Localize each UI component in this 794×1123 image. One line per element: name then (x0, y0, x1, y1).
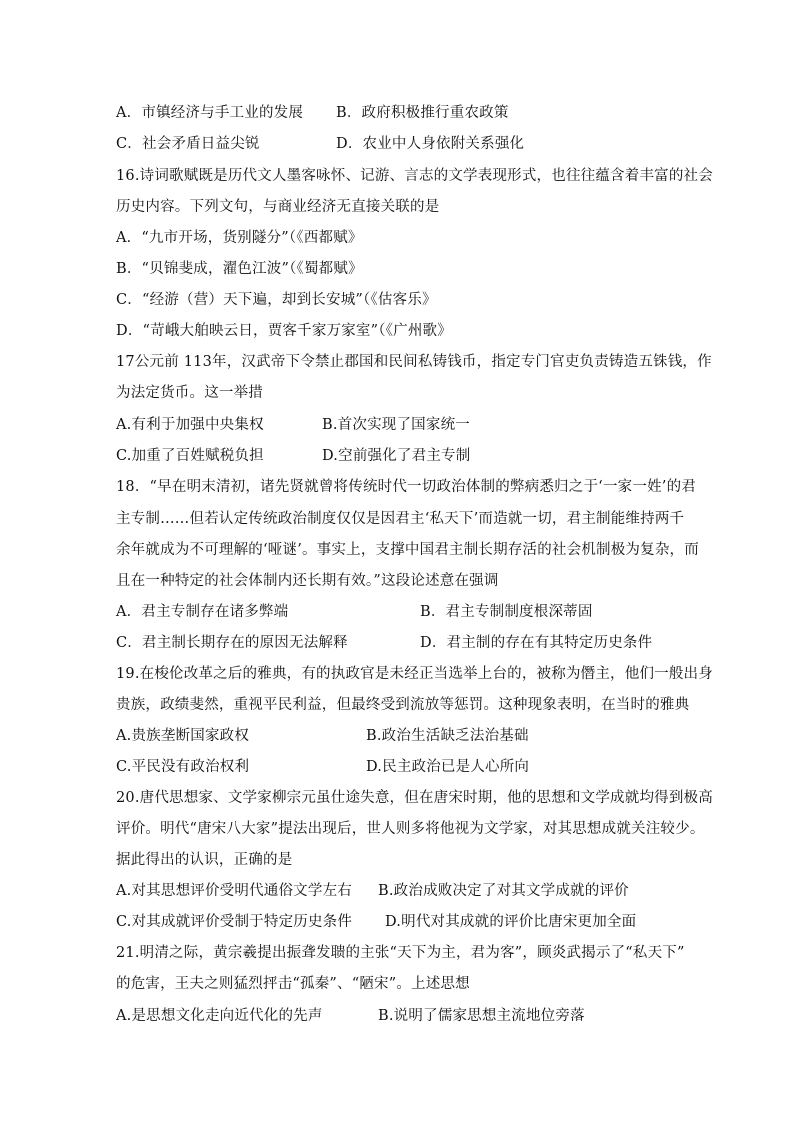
q19-option-d: D.民主政治已是人心所向 (366, 759, 530, 775)
q20-option-b: B.政治成败决定了对其文学成就的评价 (378, 883, 629, 899)
q18-stem-line-1: 18．“早在明末清初，诸先贤就曾将传统时代一切政治体制的弊病悉归之于‘一家一姓’的君 (116, 479, 696, 495)
q18-stem-line-4: 且在一种特定的社会体制内还长期有效。”这段论述意在强调 (116, 573, 499, 589)
q21-option-a: A.是思想文化走向近代化的先声 (116, 1008, 323, 1024)
q17-option-a: A.有利于加强中央集权 (116, 417, 264, 433)
q20-stem-line-3: 据此得出的认识，正确的是 (116, 852, 293, 868)
q18-stem-line-3: 余年就成为不可理解的‘哑谜’。事实上，支撑中国君主制长期存活的社会机制极为复杂，而 (116, 542, 699, 558)
q16-option-c: C．“经游（营）天下遍，却到长安城”（《估客乐》 (116, 292, 437, 308)
q19-option-b: B.政治生活缺乏法治基础 (366, 728, 529, 744)
q20-stem-line-1: 20.唐代思想家、文学家柳宗元虽仕途失意，但在唐宋时期，他的思想和文学成就均得到极高 (116, 790, 713, 806)
q17-option-b: B.首次实现了国家统一 (322, 417, 470, 433)
q19-stem-line-2: 贵族，政绩斐然，重视平民利益，但最终受到流放等惩罚。这种现象表明，在当时的雅典 (116, 697, 690, 713)
q18-stem-line-2: 主专制……但若认定传统政治制度仅仅是因君主‘私天下’而造就一切，君主制能维持两千 (116, 511, 685, 527)
q16-stem-line-1: 16.诗词歌赋既是历代文人墨客咏怀、记游、言志的文学表现形式，也往往蕴含着丰富的社会 (116, 168, 713, 184)
q15-option-a: A．市镇经济与手工业的发展 (116, 105, 304, 121)
q20-stem-line-2: 评价。明代“唐宋八大家”提法出现后，世人则多将他视为文学家，对其思想成就关注较少。 (116, 821, 705, 837)
q19-option-a: A.贵族垄断国家政权 (116, 728, 250, 744)
q21-stem-line-2: 的危害，王夫之则猛烈抨击“孤秦”、“陋宋”。上述思想 (116, 976, 470, 992)
q18-option-c: C．君主制长期存在的原因无法解释 (116, 635, 348, 651)
q18-option-b: B．君主专制制度根深蒂固 (420, 604, 593, 620)
q16-option-d: D．“苛峨大舶映云日，贾客千家万家室”（《广州歌》 (116, 323, 452, 339)
q15-option-b: B．政府积极推行重农政策 (336, 105, 509, 121)
q19-option-c: C.平民没有政治权利 (116, 759, 250, 775)
q16-option-b: B．“贝锦斐成，濯色江波”（《蜀都赋》 (116, 261, 363, 277)
q17-option-c: C.加重了百姓赋税负担 (116, 448, 264, 464)
q20-option-d: D.明代对其成就的评价比唐宋更加全面 (385, 914, 637, 930)
q15-option-c: C．社会矛盾日益尖锐 (116, 136, 260, 152)
q15-option-d: D．农业中人身依附关系强化 (336, 136, 525, 152)
q18-option-a: A．君主专制存在诸多弊端 (116, 604, 289, 620)
q17-option-d: D.空前强化了君主专制 (322, 448, 471, 464)
q17-stem-line-1: 17公元前 113年，汉武帝下令禁止郡国和民间私铸钱币，指定专门官吏负责铸造五铢钱，作 (116, 354, 712, 370)
q20-option-a: A.对其思想评价受明代通俗文学左右 (116, 883, 352, 899)
q18-option-d: D．君主制的存在有其特定历史条件 (420, 635, 653, 651)
q19-stem-line-1: 19.在梭伦改革之后的雅典，有的执政官是未经正当选举上台的，被称为僭主，他们一般出身 (116, 666, 713, 682)
q16-stem-line-2: 历史内容。下列文句，与商业经济无直接关联的是 (116, 199, 440, 215)
q16-option-a: A．“九市开场，货别隧分”（《西都赋》 (116, 230, 363, 246)
q17-stem-line-2: 为法定货币。这一举措 (116, 385, 263, 401)
q21-option-b: B.说明了儒家思想主流地位旁落 (378, 1008, 585, 1024)
q20-option-c: C.对其成就评价受制于特定历史条件 (116, 914, 353, 930)
q21-stem-line-1: 21.明清之际，黄宗羲提出振聋发聩的主张“天下为主，君为客”，顾炎武揭示了“私天下” (116, 945, 685, 961)
